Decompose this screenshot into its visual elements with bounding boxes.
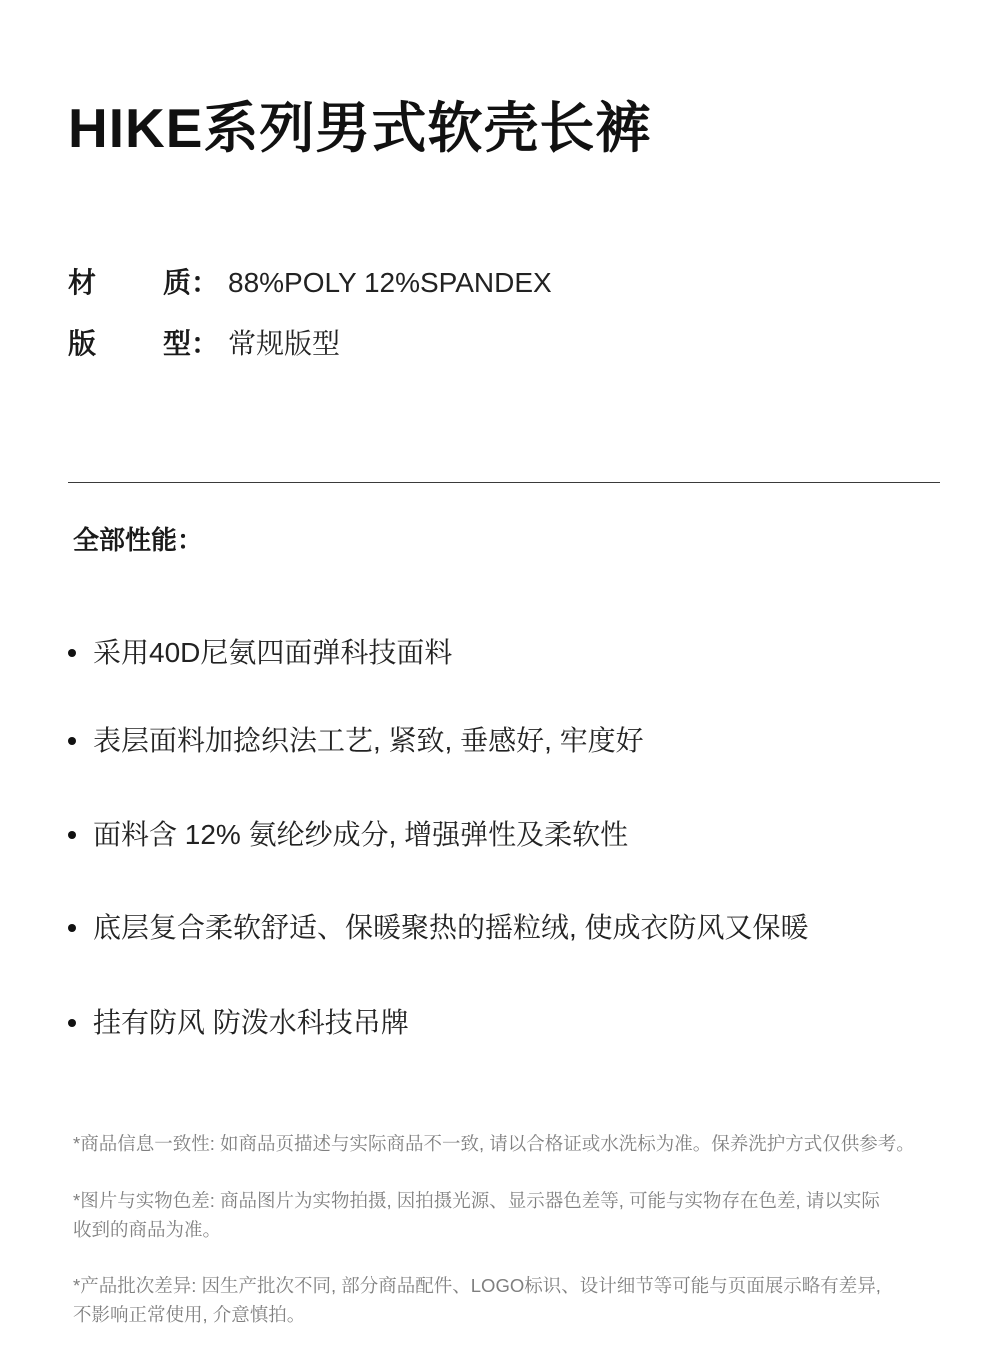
spec-label-start: 版: [68, 328, 97, 359]
spec-label-end: 型：: [163, 328, 220, 359]
feature-item: [68, 1003, 409, 1043]
section-divider: [68, 482, 940, 483]
spec-value-material: 88%POLY 12%SPANDEX: [228, 267, 552, 298]
bullet-dot-icon: [68, 649, 76, 657]
bullet-dot-icon: [68, 924, 76, 932]
feature-text: 底层复合柔软舒适、保暖聚热的摇粒绒, 使成衣防风又保暖: [93, 912, 809, 943]
note-line: *产品批次差异: 因生产批次不同, 部分商品配件、LOGO标识、设计细节等可能与页面展示略有差异,: [73, 1275, 881, 1296]
feature-text: 表层面料加捻织法工艺, 紧致, 垂感好, 牢度好: [93, 725, 644, 756]
note-line: 收到的商品为准。: [73, 1219, 222, 1240]
note-line: *商品信息一致性: 如商品页描述与实际商品不一致, 请以合格证或水洗标为准。保养洗护方式仅供参考。: [73, 1133, 915, 1154]
note-line: *图片与实物色差: 商品图片为实物拍摄, 因拍摄光源、显示器色差等, 可能与实物存在色差, 请以实际: [73, 1190, 880, 1211]
spec-value-fit: 常规版型: [228, 328, 341, 359]
note-batch-difference: [73, 1271, 881, 1329]
spec-row-fit: [68, 324, 340, 364]
spec-row-material: [68, 263, 552, 303]
feature-item: [68, 908, 809, 948]
feature-item: [68, 633, 452, 673]
note-line: 不影响正常使用, 介意慎拍。: [73, 1304, 306, 1325]
product-title: HIKE系列男式软壳长裤: [68, 97, 652, 159]
feature-item: [68, 721, 644, 761]
spec-label-end: 质：: [163, 267, 220, 298]
bullet-dot-icon: [68, 737, 76, 745]
features-heading: 全部性能：: [73, 525, 204, 555]
note-color-difference: [73, 1186, 880, 1244]
feature-text: 面料含 12% 氨纶纱成分, 增强弹性及柔软性: [93, 819, 629, 850]
feature-text: 挂有防风 防泼水科技吊牌: [93, 1007, 409, 1038]
note-consistency: [73, 1129, 915, 1158]
spec-label-start: 材: [68, 267, 97, 298]
feature-text: 采用40D尼氨四面弹科技面料: [93, 637, 453, 668]
bullet-dot-icon: [68, 831, 76, 839]
bullet-dot-icon: [68, 1019, 76, 1027]
feature-item: [68, 815, 628, 855]
